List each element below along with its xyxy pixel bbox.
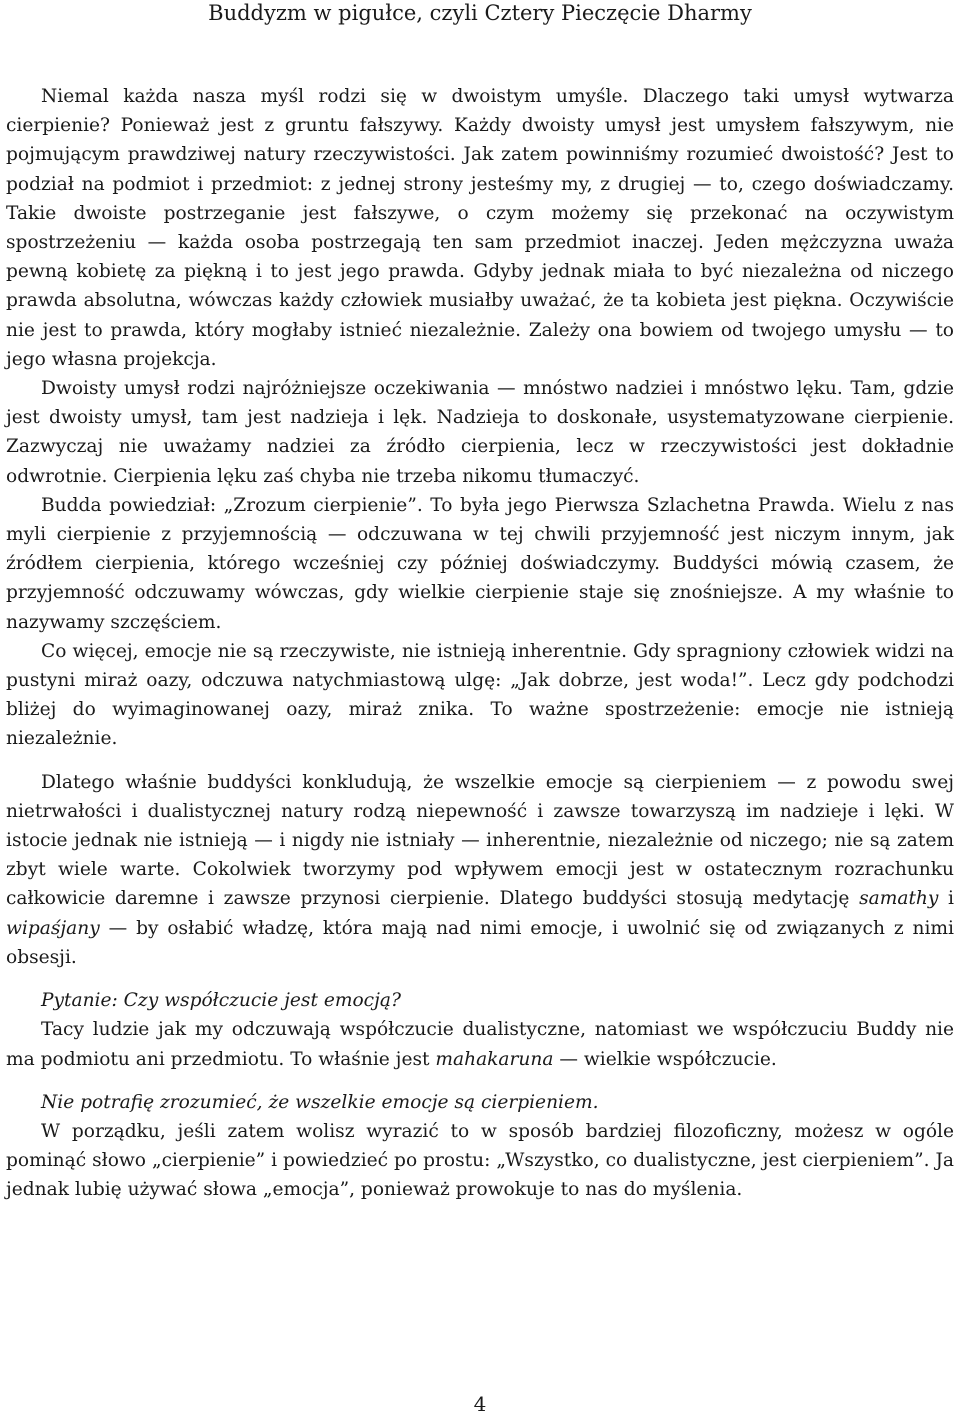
- paragraph-first-noble-truth: Budda powiedział: „Zrozum cierpienie”. To była jego Pierwsza Szlachetna Prawda. Wielu z nas myli cierpienie z przyjemnością — odczuwana w tej chwili przyjemność jest niczym innym, jak źródłem cierpienia, którego wcześniej czy później doświadczymy. Buddyści mówią czasem, że przyjemność odczuwamy wówczas, gdy wielkie cierpienie staje się znośniejsze. A my właśnie to nazywamy szczęściem.: [6, 494, 954, 633]
- paragraph-mirage: Co więcej, emocje nie są rzeczywiste, nie istnieją inherentnie. Gdy spragniony człowiek widzi na pustyni miraż oazy, odczuwa natychmiastową ulgę: „Jak dobrze, jest woda!”. Lecz gdy podchodzi bliżej do wyimaginowanej oazy, miraż znika. To ważne spostrzeżenie: emocje nie istnieją niezależnie.: [6, 640, 954, 750]
- running-header: Buddyzm w pigułce, czyli Cztery Pieczęcie Dharmy: [208, 1, 752, 25]
- question-compassion: Pytanie: Czy współczucie jest emocją?: [41, 990, 401, 1012]
- question-emotions-suffering: Nie potrafię zrozumieć, że wszelkie emocje są cierpieniem.: [41, 1091, 599, 1113]
- term-mahakaruna: mahakaruna: [435, 1048, 554, 1070]
- paragraph-dualistic-mind: Niemal każda nasza myśl rodzi się w dwoistym umyśle. Dlaczego taki umysł wytwarza cierpienie? Ponieważ jest z gruntu fałszywy. Każdy dwoisty umysł jest umysłem fałszywym, nie pojmującym prawdziwej natury rzeczywistości. Jak zatem powinniśmy rozumieć dwoistość? Jest to podział na podmiot i przedmiot: z jednej strony jesteśmy my, z drugiej — to, czego doświadczamy. Takie dwoiste postrzeganie jest fałszywe, o czym możemy się przekonać na oczywistym spostrzeżeniu — każda osoba postrzegają ten sam przedmiot inaczej. Jeden mężczyzna uważa pewną kobietę za piękną i to jest jego prawda. Gdyby jednak miała to być niezależna od niczego prawda absolutna, wówczas każdy człowiek musiałby uważać, że ta kobieta jest piękna. Oczywiście nie jest to prawda, który mogłaby istnieć niezależnie. Zależy ona bowiem od twojego umysłu — to jego własna projekcja.: [6, 86, 954, 370]
- page-number: 4: [473, 1392, 487, 1416]
- paragraph-compassion-answer: [6, 1015, 954, 1073]
- paragraph-text-segment: i: [938, 888, 955, 910]
- paragraph-text-segment: Dlatego właśnie buddyści konkludują, że wszelkie emocje są cierpieniem — z powodu swej nietrwałości i dualistycznej natury rodzą niepewność i zawsze towarzyszą im nadzieje i lęki. W istocie jednak nie istnieją — i nigdy nie istniały — inherentnie, niezależnie od niczego; nie są zatem zbyt wiele warte. Cokolwiek tworzymy pod wpływem emocji jest w ostatecznym rozrachunku całkowicie daremne i zawsze przynosi cierpienie. Dlatego buddyści stosują medytację: [6, 771, 954, 910]
- paragraph-emotions-are-suffering: [6, 768, 954, 972]
- paragraph-text-segment: — by osłabić władzę, która mają nad nimi emocje, i uwolnić się od związanych z nimi obsesji.: [6, 917, 954, 968]
- document-body: [6, 82, 954, 1205]
- term-vipassana: wipaśjany: [6, 917, 100, 939]
- paragraph-text-segment: Tacy ludzie jak my odczuwają współczucie dualistyczne, natomiast we współczuciu Buddy nie ma podmiotu ani przedmiotu. To właśnie jest: [6, 1019, 954, 1070]
- paragraph-text-segment: — wielkie współczucie.: [553, 1048, 777, 1070]
- paragraph-philosophical-answer: W porządku, jeśli zatem wolisz wyrazić to w sposób bardziej filozoficzny, możesz w ogóle pominąć słowo „cierpienie” i powiedzieć po prostu: „Wszystko, co dualistyczne, jest cierpieniem”. Ja jednak lubię używać słowa „emocja”, ponieważ prowokuje to nas do myślenia.: [6, 1120, 954, 1201]
- paragraph-hope-and-fear: Dwoisty umysł rodzi najróżniejsze oczekiwania — mnóstwo nadziei i mnóstwo lęku. Tam, gdzie jest dwoisty umysł, tam jest nadzieja i lęk. Nadzieja to doskonałe, usystematyzowane cierpienie. Zazwyczaj nie uważamy nadziei za źródło cierpienia, lecz w rzeczywistości jest dokładnie odwrotnie. Cierpienia lęku zaś chyba nie trzeba nikomu tłumaczyć.: [6, 378, 954, 487]
- term-samatha: samathy: [859, 888, 939, 910]
